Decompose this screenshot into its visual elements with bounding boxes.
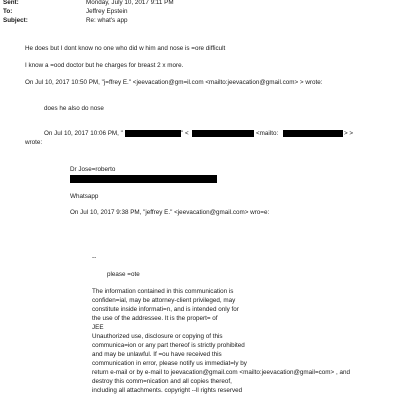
signature-name: Dr Jose=roberto (70, 166, 116, 173)
disclaimer-line: communica=ion or any part thereof is strictly prohibited (92, 342, 245, 349)
disclaimer-line: constitute inside informati=n, and is intended only for (92, 306, 239, 313)
disclaimer-line: JEE (92, 324, 104, 331)
quote2-mid-1: " < (181, 130, 189, 137)
subject-label: Subject: (3, 17, 28, 24)
sent-label: Sent: (3, 0, 19, 6)
redaction-bar (70, 175, 217, 183)
disclaimer-line: communication in error, please notify us immediat=ly by (92, 360, 247, 367)
disclaimer-line: including all attachments. copyright --ll rights reserved (92, 387, 243, 394)
redaction-bar (125, 130, 181, 137)
disclaimer-line: the use of the addressee. It is the propert= of (92, 315, 218, 322)
quote2-wrote: wrote: (25, 139, 43, 146)
to-label: To: (3, 8, 13, 15)
disclaimer-line: return e-mail or by e-mail to jeevacation@gmail.com <mailto:jeevacation@gmail=com> , and (92, 369, 350, 376)
disclaimer-line: The information contained in this communication is (92, 288, 234, 295)
quote3-header: On Jul 10, 2017 9:38 PM, "jeffrey E." <jeevacation@gmail.com> wro=e: (70, 209, 270, 216)
sent-value: Monday, July 10, 2017 9:11 PM (86, 0, 174, 6)
quote2-prefix: On Jul 10, 2017 10:06 PM, " (44, 130, 123, 137)
redaction-bar (192, 130, 254, 137)
redaction-bar (283, 130, 343, 137)
disclaimer-line: Unauthorized use, disclosure or copying of this (92, 333, 223, 340)
subject-value: Re: what's app (86, 17, 128, 24)
quote1-header: On Jul 10, 2017 10:50 PM, "j=ffrey E." <jeevacation@gm=il.com <mailto:jeevacation@gmail.com> > wrote: (25, 79, 323, 86)
quote2-mid-2: <mailto: (256, 130, 279, 137)
to-value: Jeffrey Epstein (86, 8, 128, 15)
whatsapp-label: Whatsapp (70, 193, 99, 200)
quote2-end: > > (344, 130, 354, 137)
disclaimer-line: and may be unlawful. If =ou have received this (92, 351, 222, 358)
body-line-1: He does but I dont know no one who did w him and nose is =ore difficult (25, 45, 226, 52)
dash-separator: -- (92, 254, 97, 261)
disclaimer-line: destroy this comm=nication and all copies thereof, (92, 378, 232, 385)
quote1-body: does he also do nose (44, 105, 104, 112)
body-line-2: I know a =ood doctor but he charges for breast 2 x more. (25, 62, 184, 69)
disclaimer-line: confiden=ial, may be attorney-client privileged, may (92, 297, 236, 304)
please-note: please =ote (107, 271, 140, 278)
disclaimer-block (92, 287, 350, 395)
